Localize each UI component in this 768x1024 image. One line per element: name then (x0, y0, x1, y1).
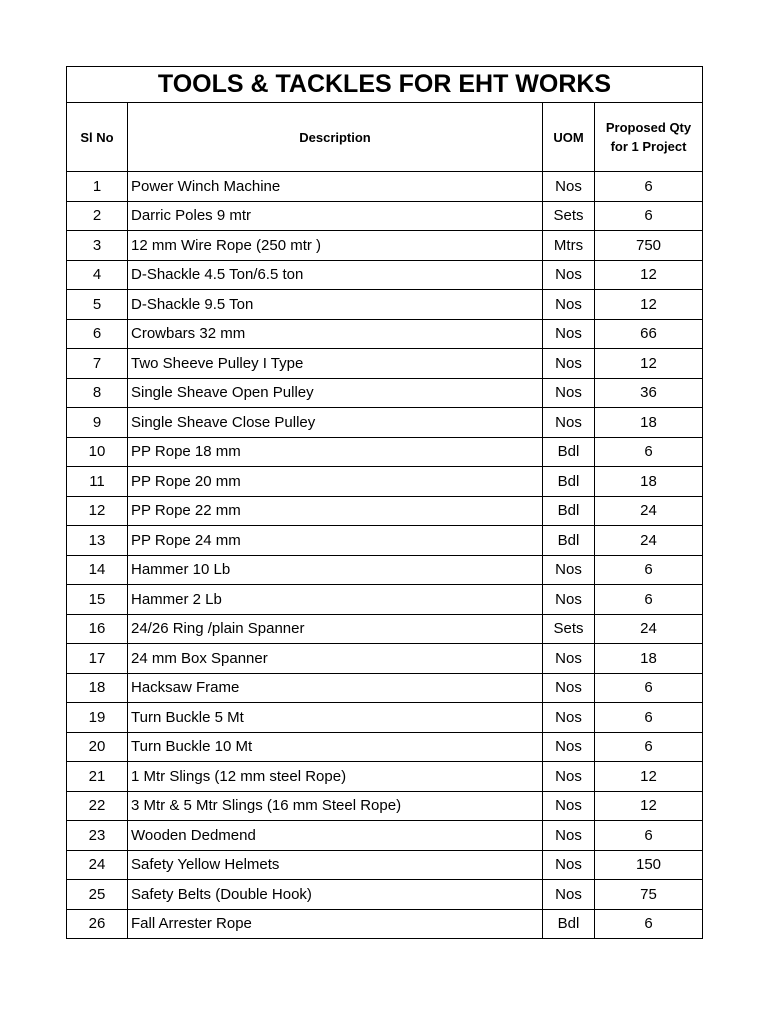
description-cell: PP Rope 22 mm (128, 496, 543, 526)
sl-no-cell: 12 (67, 496, 128, 526)
table-row (67, 378, 703, 408)
sl-no-cell: 19 (67, 703, 128, 733)
table-row (67, 555, 703, 585)
table-row (67, 496, 703, 526)
qty-cell: 18 (595, 408, 703, 438)
description-cell: Turn Buckle 10 Mt (128, 732, 543, 762)
qty-cell: 6 (595, 437, 703, 467)
description-cell: Hammer 10 Lb (128, 555, 543, 585)
description-cell: D-Shackle 4.5 Ton/6.5 ton (128, 260, 543, 290)
description-cell: Hacksaw Frame (128, 673, 543, 703)
table-row (67, 880, 703, 910)
description-cell: D-Shackle 9.5 Ton (128, 290, 543, 320)
tools-table (66, 66, 703, 939)
description-cell: Fall Arrester Rope (128, 909, 543, 939)
qty-cell: 12 (595, 762, 703, 792)
qty-cell: 6 (595, 673, 703, 703)
table-row (67, 821, 703, 851)
table-row (67, 437, 703, 467)
qty-cell: 6 (595, 732, 703, 762)
table-row (67, 231, 703, 261)
sl-no-cell: 22 (67, 791, 128, 821)
qty-cell: 66 (595, 319, 703, 349)
table-row (67, 673, 703, 703)
sl-no-cell: 2 (67, 201, 128, 231)
uom-cell: Nos (543, 290, 595, 320)
table-row (67, 644, 703, 674)
table-row (67, 408, 703, 438)
qty-cell: 750 (595, 231, 703, 261)
qty-cell: 12 (595, 260, 703, 290)
qty-cell: 6 (595, 555, 703, 585)
qty-cell: 36 (595, 378, 703, 408)
description-cell: Wooden Dedmend (128, 821, 543, 851)
table-row (67, 467, 703, 497)
uom-cell: Nos (543, 585, 595, 615)
table-row (67, 732, 703, 762)
table-row (67, 319, 703, 349)
uom-cell: Nos (543, 732, 595, 762)
sl-no-cell: 26 (67, 909, 128, 939)
uom-cell: Nos (543, 673, 595, 703)
uom-cell: Nos (543, 319, 595, 349)
description-cell: Crowbars 32 mm (128, 319, 543, 349)
sl-no-cell: 21 (67, 762, 128, 792)
uom-cell: Nos (543, 850, 595, 880)
description-cell: 24/26 Ring /plain Spanner (128, 614, 543, 644)
qty-cell: 6 (595, 821, 703, 851)
tools-tackles-sheet (66, 66, 702, 939)
description-cell: PP Rope 24 mm (128, 526, 543, 556)
description-cell: Darric Poles 9 mtr (128, 201, 543, 231)
sl-no-cell: 4 (67, 260, 128, 290)
uom-cell: Nos (543, 791, 595, 821)
sl-no-cell: 16 (67, 614, 128, 644)
sl-no-cell: 20 (67, 732, 128, 762)
table-row (67, 201, 703, 231)
uom-cell: Nos (543, 821, 595, 851)
qty-cell: 6 (595, 201, 703, 231)
uom-cell: Nos (543, 378, 595, 408)
description-cell: 3 Mtr & 5 Mtr Slings (16 mm Steel Rope) (128, 791, 543, 821)
table-row (67, 850, 703, 880)
sl-no-cell: 6 (67, 319, 128, 349)
sl-no-cell: 7 (67, 349, 128, 379)
sl-no-cell: 23 (67, 821, 128, 851)
sl-no-cell: 3 (67, 231, 128, 261)
qty-cell: 12 (595, 349, 703, 379)
qty-cell: 12 (595, 290, 703, 320)
table-row (67, 909, 703, 939)
header-description: Description (128, 103, 543, 172)
uom-cell: Sets (543, 201, 595, 231)
uom-cell: Bdl (543, 437, 595, 467)
table-row (67, 762, 703, 792)
sl-no-cell: 1 (67, 172, 128, 202)
qty-cell: 24 (595, 496, 703, 526)
qty-cell: 6 (595, 703, 703, 733)
description-cell: Power Winch Machine (128, 172, 543, 202)
sl-no-cell: 8 (67, 378, 128, 408)
title-row (67, 67, 703, 103)
table-row (67, 290, 703, 320)
table-row (67, 585, 703, 615)
qty-cell: 18 (595, 644, 703, 674)
qty-cell: 12 (595, 791, 703, 821)
table-body (67, 172, 703, 939)
sl-no-cell: 5 (67, 290, 128, 320)
description-cell: Hammer 2 Lb (128, 585, 543, 615)
uom-cell: Nos (543, 260, 595, 290)
qty-cell: 18 (595, 467, 703, 497)
description-cell: Safety Belts (Double Hook) (128, 880, 543, 910)
uom-cell: Nos (543, 703, 595, 733)
uom-cell: Nos (543, 408, 595, 438)
header-uom: UOM (543, 103, 595, 172)
header-qty-line2: for 1 Project (610, 139, 687, 154)
table-row (67, 614, 703, 644)
description-cell: Turn Buckle 5 Mt (128, 703, 543, 733)
uom-cell: Bdl (543, 526, 595, 556)
qty-cell: 6 (595, 909, 703, 939)
description-cell: 24 mm Box Spanner (128, 644, 543, 674)
description-cell: Single Sheave Open Pulley (128, 378, 543, 408)
description-cell: 12 mm Wire Rope (250 mtr ) (128, 231, 543, 261)
table-row (67, 349, 703, 379)
description-cell: Safety Yellow Helmets (128, 850, 543, 880)
sl-no-cell: 18 (67, 673, 128, 703)
sl-no-cell: 15 (67, 585, 128, 615)
uom-cell: Nos (543, 644, 595, 674)
qty-cell: 6 (595, 585, 703, 615)
qty-cell: 24 (595, 614, 703, 644)
qty-cell: 75 (595, 880, 703, 910)
qty-cell: 24 (595, 526, 703, 556)
sl-no-cell: 25 (67, 880, 128, 910)
uom-cell: Bdl (543, 467, 595, 497)
page-title: TOOLS & TACKLES FOR EHT WORKS (67, 67, 703, 103)
uom-cell: Bdl (543, 496, 595, 526)
uom-cell: Nos (543, 349, 595, 379)
uom-cell: Nos (543, 880, 595, 910)
sl-no-cell: 24 (67, 850, 128, 880)
table-row (67, 703, 703, 733)
sl-no-cell: 14 (67, 555, 128, 585)
sl-no-cell: 9 (67, 408, 128, 438)
table-row (67, 172, 703, 202)
description-cell: PP Rope 20 mm (128, 467, 543, 497)
qty-cell: 150 (595, 850, 703, 880)
sl-no-cell: 13 (67, 526, 128, 556)
description-cell: Two Sheeve Pulley I Type (128, 349, 543, 379)
header-row (67, 103, 703, 172)
uom-cell: Bdl (543, 909, 595, 939)
header-sl-no: Sl No (67, 103, 128, 172)
description-cell: Single Sheave Close Pulley (128, 408, 543, 438)
header-qty-line1: Proposed Qty (605, 120, 692, 135)
sl-no-cell: 10 (67, 437, 128, 467)
table-row (67, 526, 703, 556)
uom-cell: Sets (543, 614, 595, 644)
description-cell: 1 Mtr Slings (12 mm steel Rope) (128, 762, 543, 792)
uom-cell: Nos (543, 172, 595, 202)
uom-cell: Mtrs (543, 231, 595, 261)
qty-cell: 6 (595, 172, 703, 202)
sl-no-cell: 17 (67, 644, 128, 674)
uom-cell: Nos (543, 555, 595, 585)
header-proposed-qty (595, 103, 703, 172)
uom-cell: Nos (543, 762, 595, 792)
sl-no-cell: 11 (67, 467, 128, 497)
description-cell: PP Rope 18 mm (128, 437, 543, 467)
table-row (67, 791, 703, 821)
table-row (67, 260, 703, 290)
